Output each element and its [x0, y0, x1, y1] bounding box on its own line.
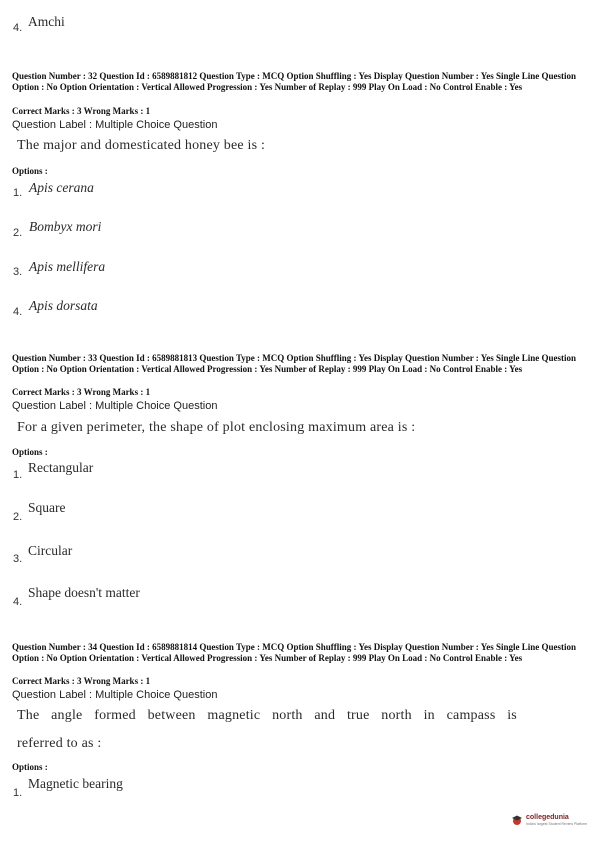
question-33-label: Question Label : Multiple Choice Question: [12, 400, 218, 412]
question-word: angle: [51, 708, 83, 723]
question-33-meta: Question Number : 33 Question Id : 6589881813 Question Type : MCQ Option Shuffling : Yes Display Question Number : Yes Single Line Question Option : No Option Orientation : Vertical Allowed Progression : Yes Number of Replay : 999 Play On Load : No Control Enable : Yes: [12, 353, 576, 374]
question-33-options-heading: Options :: [12, 447, 48, 457]
option-number: 2.: [13, 511, 23, 523]
option-number: 4.: [13, 22, 23, 34]
option-text: Apis dorsata: [29, 298, 98, 313]
question-word: north: [272, 708, 303, 723]
graduate-cap-icon: [511, 814, 523, 826]
option-number: 4.: [13, 306, 23, 318]
option-text: Apis cerana: [29, 180, 94, 195]
option-number: 1.: [13, 187, 23, 199]
option-text: Shape doesn't matter: [28, 585, 140, 600]
question-32-label: Question Label : Multiple Choice Question: [12, 119, 218, 131]
question-34-marks: Correct Marks : 3 Wrong Marks : 1: [12, 676, 151, 686]
question-word: is: [507, 708, 517, 723]
option-text: Apis mellifera: [29, 259, 106, 274]
question-word: campass: [446, 708, 496, 723]
question-33-text: For a given perimeter, the shape of plot enclosing maximum area is :: [17, 420, 416, 435]
question-word: formed: [94, 708, 136, 723]
option-number: 3.: [13, 553, 23, 565]
option-text: Circular: [28, 543, 73, 558]
option-number: 3.: [13, 266, 23, 278]
option-number: 1.: [13, 469, 23, 481]
question-34-meta: Question Number : 34 Question Id : 6589881814 Question Type : MCQ Option Shuffling : Yes Display Question Number : Yes Single Line Question Option : No Option Orientation : Vertical Allowed Progression : Yes Number of Replay : 999 Play On Load : No Control Enable : Yes: [12, 642, 576, 663]
question-word: north: [381, 708, 412, 723]
option-number: 1.: [13, 787, 23, 799]
question-34-text-line2: referred to as :: [17, 736, 102, 751]
question-34-options-heading: Options :: [12, 762, 48, 772]
collegedunia-logo: [511, 814, 587, 826]
question-34-text-line1: [17, 708, 517, 724]
question-32-meta: Question Number : 32 Question Id : 6589881812 Question Type : MCQ Option Shuffling : Yes Display Question Number : Yes Single Line Question Option : No Option Orientation : Vertical Allowed Progression : Yes Number of Replay : 999 Play On Load : No Control Enable : Yes: [12, 71, 576, 92]
question-word: between: [147, 708, 196, 723]
option-text: Magnetic bearing: [28, 776, 123, 791]
question-32-options-heading: Options :: [12, 166, 48, 176]
option-number: 4.: [13, 596, 23, 608]
question-word: magnetic: [207, 708, 261, 723]
option-number: 2.: [13, 227, 23, 239]
option-text: Square: [28, 500, 66, 515]
question-34-label: Question Label : Multiple Choice Question: [12, 689, 218, 701]
question-word: The: [17, 708, 40, 723]
logo-brand: collegedunia: [526, 814, 569, 821]
option-text: Amchi: [28, 14, 65, 29]
logo-tagline: India's largest Student Review Platform: [526, 822, 587, 826]
question-word: and: [314, 708, 336, 723]
question-word: true: [346, 708, 370, 723]
question-32-text: The major and domesticated honey bee is :: [17, 138, 266, 153]
option-text: Bombyx mori: [29, 219, 102, 234]
question-word: in: [423, 708, 435, 723]
option-text: Rectangular: [28, 460, 94, 475]
question-33-marks: Correct Marks : 3 Wrong Marks : 1: [12, 387, 151, 397]
question-32-marks: Correct Marks : 3 Wrong Marks : 1: [12, 106, 151, 116]
